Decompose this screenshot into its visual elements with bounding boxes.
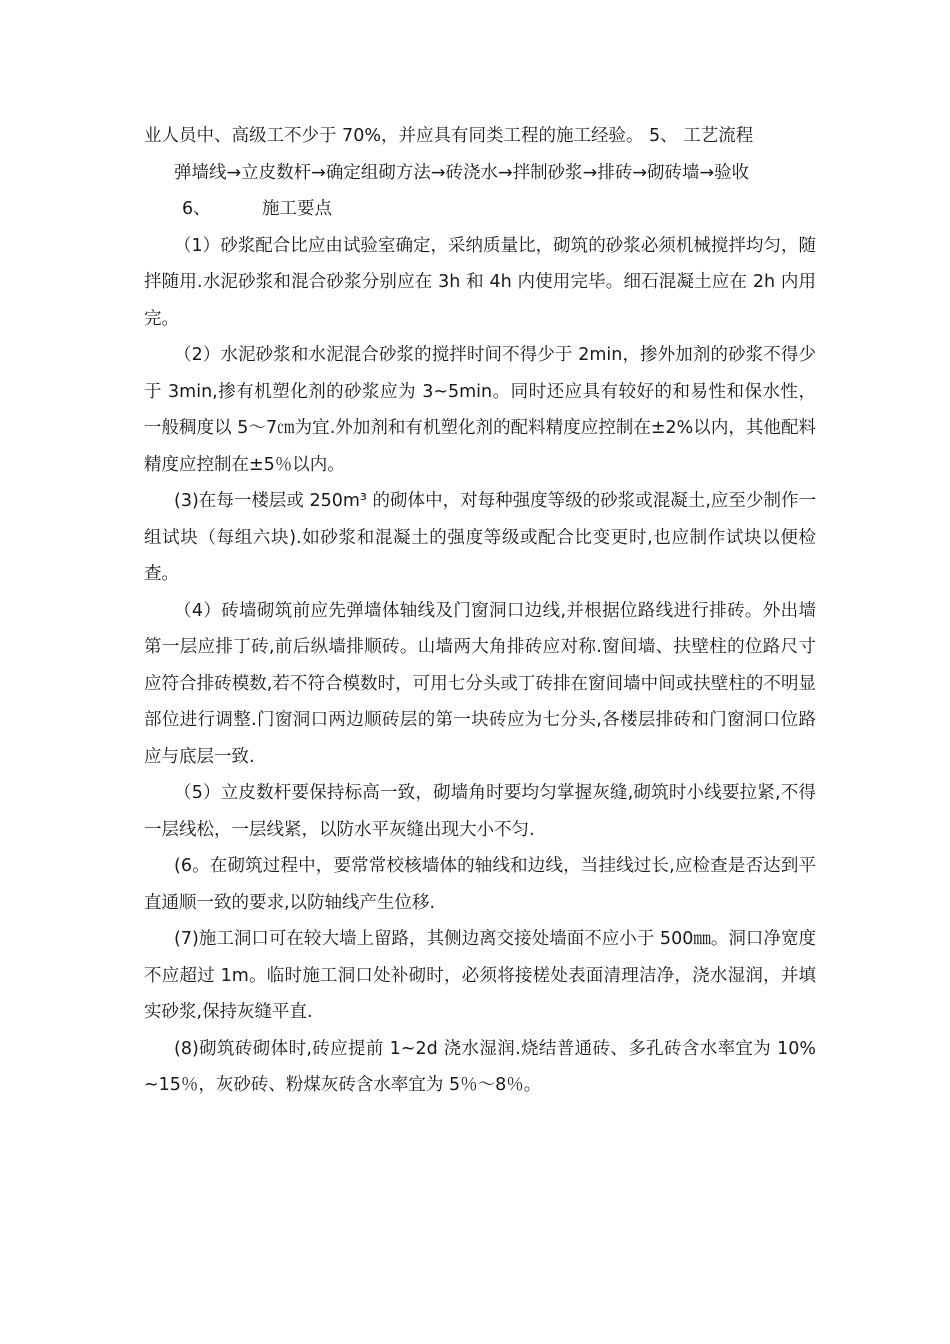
paragraph-process-flow: 弹墙线→立皮数杆→确定组砌方法→砖浇水→拌制砂浆→排砖→砌砖墙→验收 (174, 162, 750, 183)
paragraph-point-2: （2）水泥砂浆和水泥混合砂浆的搅拌时间不得少于 2min，掺外加剂的砂浆不得少于 3min,掺有机塑化剂的砂浆应为 3~5min。同时还应具有较好的和易性和保水性，一般稠度以 5～7㎝为宜.外加剂和有机塑化剂的配料精度应控制在±2%以内，其他配料精度应控制在±5％以内。 (144, 345, 816, 475)
section-heading-6 (144, 191, 816, 228)
paragraph-point-8: (8)砌筑砖砌体时,砖应提前 1~2d 浇水湿润.烧结普通砖、多孔砖含水率宜为 10%~15％，灰砂砖、粉煤灰砖含水率宜为 5％～8％。 (144, 1038, 816, 1095)
paragraph-point-5: （5）立皮数杆要保持标高一致，砌墙角时要均匀掌握灰缝,砌筑时小线要拉紧,不得一层线松，一层线紧，以防水平灰缝出现大小不匀. (144, 783, 816, 840)
paragraph-point-4: （4）砖墙砌筑前应先弹墙体轴线及门窗洞口边线,并根据位路线进行排砖。外出墙第一层应排丁砖,前后纵墙排顺砖。山墙两大角排砖应对称.窗间墙、扶壁柱的位路尺寸应符合排砖模数,若不符合模数时，可用七分头或丁砖排在窗间墙中间或扶壁柱的不明显部位进行调整.门窗洞口两边顺砖层的第一块砖应为七分头,各楼层排砖和门窗洞口位路应与底层一致. (144, 600, 816, 767)
section-number: 6、 (182, 199, 211, 219)
document-body (144, 118, 816, 1104)
paragraph-point-7: (7)施工洞口可在较大墙上留路，其侧边离交接处墙面不应小于 500㎜。洞口净宽度不应超过 1m。临时施工洞口处补砌时，必须将接槎处表面清理洁净，浇水湿润，并填实砂浆,保持灰缝平直. (144, 929, 816, 1022)
paragraph-point-3: (3)在每一楼层或 250m³ 的砌体中，对每种强度等级的砂浆或混凝土,应至少制作一组试块（每组六块).如砂浆和混凝土的强度等级或配合比变更时,也应制作试块以便检查。 (144, 491, 816, 584)
section-title: 施工要点 (262, 199, 332, 219)
paragraph-point-6: (6。在砌筑过程中，要常常校核墙体的轴线和边线，当挂线过长,应检查是否达到平直通顺一致的要求,以防轴线产生位移. (144, 856, 816, 913)
paragraph-workers-and-process-heading: 业人员中、高级工不少于 70%，并应具有同类工程的施工经验。 5、 工艺流程 (144, 126, 754, 146)
paragraph-point-1: （1）砂浆配合比应由试验室确定，采纳质量比，砌筑的砂浆必须机械搅拌均匀，随拌随用.水泥砂浆和混合砂浆分别应在 3h 和 4h 内使用完毕。细石混凝土应在 2h 内用完。 (144, 235, 816, 329)
